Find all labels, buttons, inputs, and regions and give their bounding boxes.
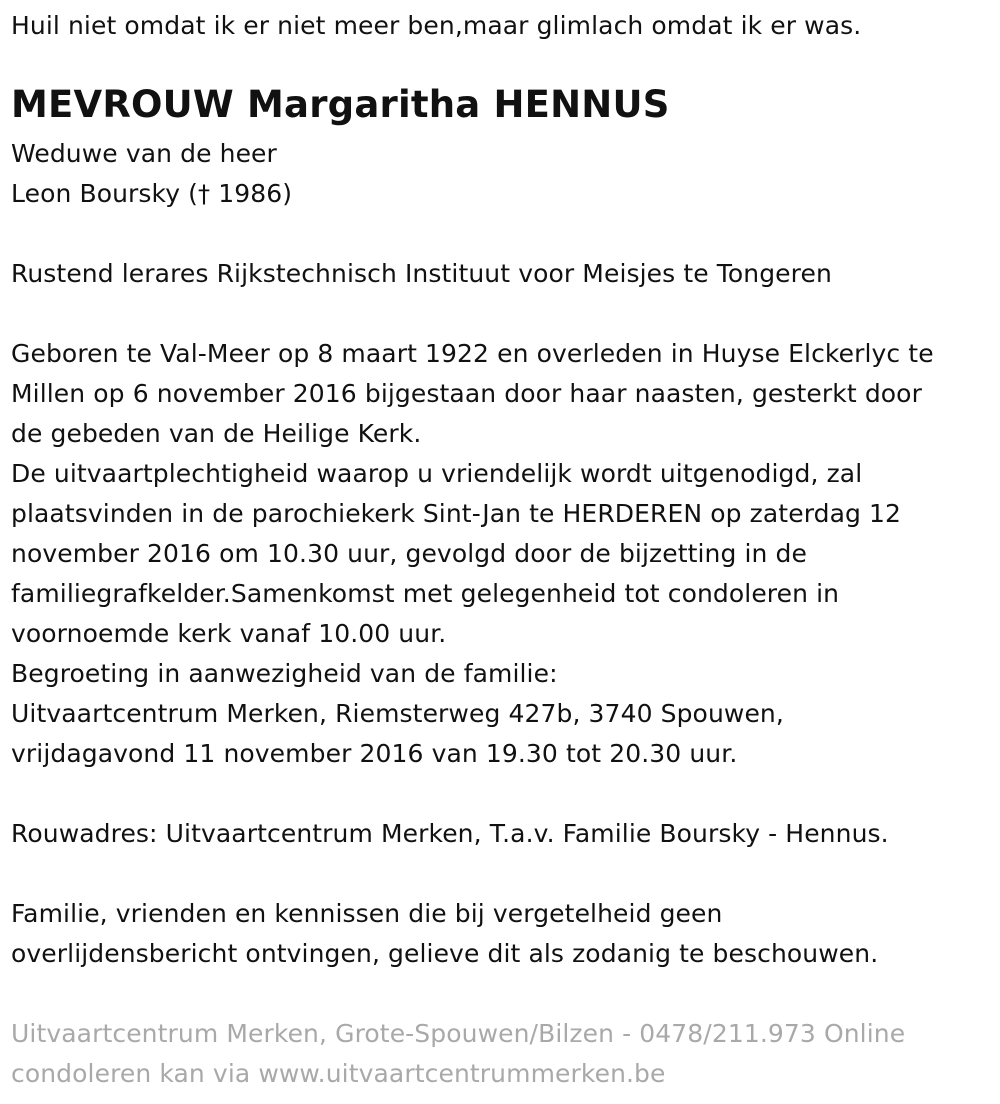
detail-line: voornoemde kerk vanaf 10.00 uur. (11, 619, 447, 648)
profession-info (11, 254, 832, 294)
detail-line: De uitvaartplechtigheid waarop u vriendelijk wordt uitgenodigd, zal (11, 459, 863, 488)
detail-line: plaatsvinden in de parochiekerk Sint-Jan te HERDEREN op zaterdag 12 (11, 499, 902, 528)
spouse-line (11, 174, 292, 214)
widow-info (11, 134, 292, 214)
detail-line: Millen op 6 november 2016 bijgestaan door haar naasten, gesterkt door (11, 379, 922, 408)
cross-icon: † (198, 180, 211, 208)
spouse-name: Leon Boursky ( (11, 179, 199, 208)
notice-line: Familie, vrienden en kennissen die bij vergetelheid geen (11, 899, 723, 928)
profession-line: Rustend lerares Rijkstechnisch Instituut voor Meisjes te Tongeren (11, 259, 832, 288)
notice-line: overlijdensbericht ontvingen, gelieve dit als zodanig te beschouwen. (11, 939, 879, 968)
funeral-details (11, 334, 934, 774)
footer-line: Uitvaartcentrum Merken, Grote-Spouwen/Bilzen - 0478/211.973 Online (11, 1019, 906, 1048)
address-line: Rouwadres: Uitvaartcentrum Merken, T.a.v. Familie Boursky - Hennus. (11, 819, 889, 848)
footer-contact (11, 1014, 905, 1094)
motto-quote: Huil niet omdat ik er niet meer ben,maar glimlach omdat ik er was. (11, 11, 862, 40)
family-notice (11, 894, 878, 974)
detail-line: familiegrafkelder.Samenkomst met gelegenheid tot condoleren in (11, 579, 840, 608)
mourning-address (11, 814, 889, 854)
widow-line: Weduwe van de heer (11, 139, 277, 168)
detail-line: vrijdagavond 11 november 2016 van 19.30 tot 20.30 uur. (11, 739, 738, 768)
detail-line: november 2016 om 10.30 uur, gevolgd door de bijzetting in de (11, 539, 808, 568)
detail-line: Begroeting in aanwezigheid van de familie: (11, 659, 558, 688)
spouse-death-year: 1986) (210, 179, 293, 208)
detail-line: de gebeden van de Heilige Kerk. (11, 419, 422, 448)
detail-line: Geboren te Val-Meer op 8 maart 1922 en overleden in Huyse Elckerlyc te (11, 339, 934, 368)
deceased-name: MEVROUW Margaritha HENNUS (11, 83, 670, 126)
detail-line: Uitvaartcentrum Merken, Riemsterweg 427b, 3740 Spouwen, (11, 699, 784, 728)
footer-line: condoleren kan via www.uitvaartcentrummerken.be (11, 1059, 666, 1088)
